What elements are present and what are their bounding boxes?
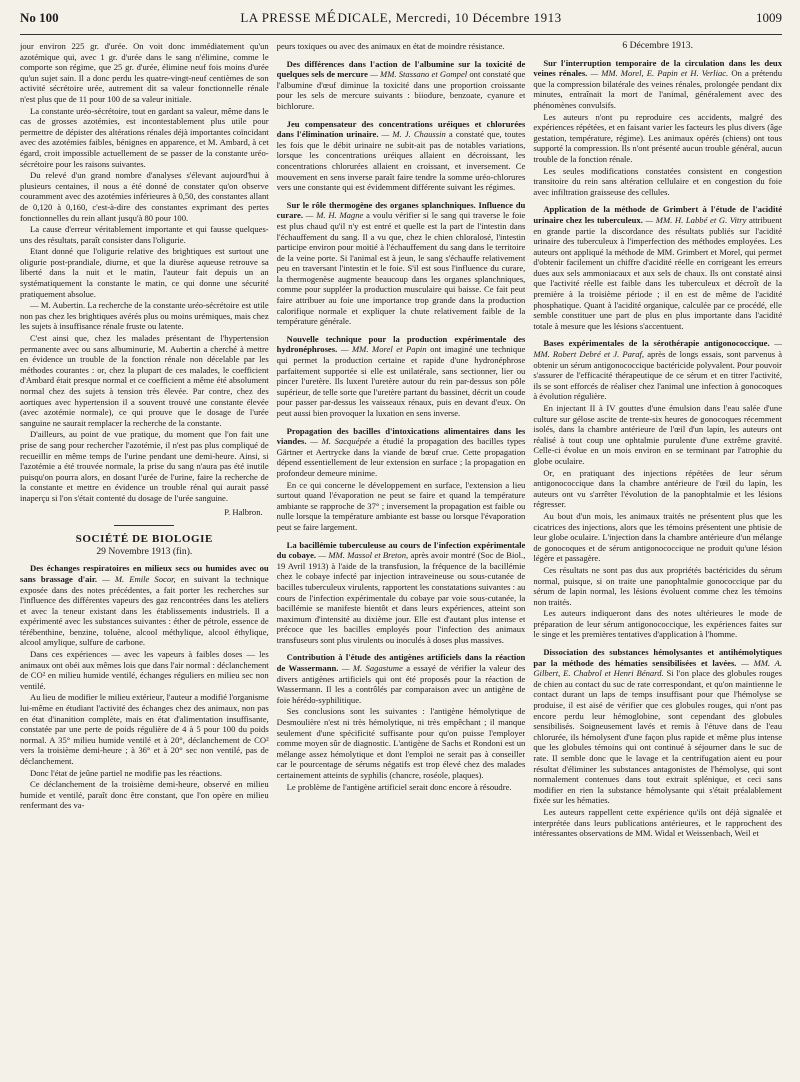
article-body: ont imaginé une technique qui permet la production certaine et rapide d'une hydronéphrose parfaitement supportée si elle est unilatérale, sans sectionner, lier ou pincer l'uretère. Ils luxent l'uretère autour du rein par-dessus son pôle supérieur, de telle sorte que l'uretère partant du bassinet, décrit un coude pour passer par-dessus les vaisseaux rénaux, puis en devant d'eux. On peut aussi bien provoquer la luxation en sens inverse.: [276, 344, 526, 418]
article: [277, 59, 526, 112]
article-heading: Des différences dans l'action de l'albumine sur la toxicité de quelques sels de mercure: [276, 58, 526, 80]
page-number: 1009: [756, 10, 782, 25]
article-heading: Sur le rôle thermogène des organes splanchniques. Influence du curare.: [276, 199, 526, 221]
paragraph: La constante uréo-sécrétoire, tout en gardant sa valeur, même dans le cas de grosses azotémies, est incontestablement plus utile pour permettre de dépister des altérations rénales déjà importantes coïncidant avec des azotémies faibles, bénignes en apparence, et M. Ambard, à cet égard, croit impossible actuellement de se passer de la constante uréo-sécrétoire pour les raisons suivantes.: [20, 105, 269, 169]
column-2: [277, 41, 526, 1081]
article-author: — MM. Robert Debré et J. Paraf,: [533, 338, 782, 360]
section-divider: [114, 525, 174, 526]
article-author: — M. Sagastume: [341, 663, 403, 674]
article-body: attribuent en grande partie la discordance des résultats publiés sur l'acidité urinaire des tuberculeux à l'imperfection des méthodes employées. Les auteurs ont appliqué la méthode de MM. Grimbert et Morel, qui permet d'obtenir facilement un chiffre d'acidité réelle en corrigeant les erreurs dues aux sels ammoniacaux et aux sels de chaux. Ils ont constaté ainsi que l'activité réelle est faible dans les tuberculeux et décroît de la première à la troisième période ; il en est de même de l'acidité phosphatique. Quant à l'acidité organique, calculée par ce procédé, elle semble constituer une part de plus en plus importante dans l'acidité totale à mesure que les lésions s'accentuent.: [533, 214, 782, 331]
paragraph: D'ailleurs, au point de vue pratique, du moment que l'on fait une prise de sang pour rechercher l'azotémie, il n'est pas plus compliqué de recueillir en même temps de l'urine pendant une demi-heure. Ainsi, si l'azotémie a été trouvée normale, la prise du sang n'aura pas été inutile puisqu'on pourra alors, en dosant l'urée de l'urine, faire la recherche de la constante et mettre en évidence un trouble rénal qui aurait passé inaperçu si l'on s'était contenté du dosage de l'urée sanguine.: [20, 429, 269, 503]
paragraph: Etant donné que l'oligurie relative des brightiques est surtout une oligurie post-prandiale, diurne, et que la diurèse aqueuse retrouve sa liberté dans la nuit et le matin, l'auteur fait depuis un an systématiquement la constante le matin, ce qui donne une sécurité pratiquement absolue.: [20, 246, 269, 299]
article-author: — M. Sacquépée: [310, 436, 372, 447]
article-heading: Propagation des bacilles d'intoxications alimentaires dans les viandes.: [276, 425, 526, 447]
article: [533, 204, 782, 331]
article-body: a constaté que, toutes les fois que le débit urinaire ne subit-ait pas de notables variations, lorsque les concentrations uréiques allaient en décroissant, les concentrations chlorurées allaient en croissant, et inversement. Ce mouvement en sens inverse paraît faire tendre la somme uréo-chlorures vers une constante qui est évidemment différente suivant les régimes.: [276, 129, 526, 193]
article-heading: La bacillémie tuberculeuse au cours de l'infection expérimentale du cobaye.: [276, 539, 526, 561]
article-author: — MM. Massol et Breton,: [318, 550, 409, 561]
article: [277, 200, 526, 327]
paragraph: C'est ainsi que, chez les malades présentant de l'hypertension permanente avec ou sans albuminurie, M. Aubertin a cherché à mettre en évidence un trouble de la fonction rénale non décelable par les méthodes courantes : or, chez la plupart de ces malades, le coefficient d'Ambard était presque normal et ce coefficient a même été absolument normal chez des sujets à tension très élevée. Par contre, chez des aortiques avec hypertension il a souvent trouvé une constante élevée (avec azotémie normale), ce qui prouve que le dosage de l'urée sanguine ne saurait remplacer la recherche de la constante.: [20, 333, 269, 428]
article-body: après avoir montré (Soc de Biol., 19 Avril 1913) à l'aide de la transfusion, la fréquence de la bacillémie chez le cobaye infecté par injection intraveineuse ou sous-cutanée de bacilles tuberculeux virulents, rapportent les constatations suivantes : au cours de l'infection expérimentale du cobaye par voie sous-cutanée, la bacillémie se manifeste bientôt et dans leurs expériences, atteint son maximum d'intensité au dixième jour. Elle est d'autant plus intense et précoce que les bacilles employés pour l'infection des animaux transfuseurs sont plus virulents ou inoculés à doses plus massives.: [276, 550, 526, 645]
article: [20, 563, 269, 648]
article-body: ont constaté que l'albumine d'œuf diminue la toxicité dans une proportion croissante pour les sels de mercure suivants : biiodure, benzoate, cyanure et bichlorure.: [276, 69, 526, 111]
paragraph: jour environ 225 gr. d'urée. On voit donc immédiatement qu'un azotémique qui, avec 1 gr. d'urée dans le sang n'élimine, comme le comporte son régime, que 25 gr. d'urée, élimine neuf fois moins d'urée qu'un sujet sain. Il a donc perdu les quatre-vingt-neuf centièmes de son activité sécrétoire urée, autrement dit sa valeur fonctionnelle rénale n'est plus que de 11 pour 100 de sa valeur initiale.: [20, 41, 269, 104]
paragraph: Les auteurs indiqueront dans des notes ultérieures le mode de préparation de leur sérum antigonococcique, les expériences faites sur le singe et les premières tentatives d'application à l'homme.: [533, 608, 782, 640]
paragraph: — M. Aubertin. La recherche de la constante uréo-sécrétoire est utile non pas chez les brightiques avérés plus ou moins urémiques, mais chez les sujets à insuffisance rénale fruste ou latente.: [20, 300, 269, 332]
paragraph: peurs toxiques ou avec des animaux en état de moindre résistance.: [276, 41, 505, 51]
paragraph: Donc l'état de jeûne partiel ne modifie pas les réactions.: [30, 767, 222, 778]
article-body: a essayé de vérifier la valeur des divers antigènes artificiels qui ont été proposés pour la réaction de Wassermann. Il les a contrôlés par comparaison avec un antigène de foie hérédo-syphilitique.: [276, 663, 526, 705]
paragraph: Ces résultats ne sont pas dus aux propriétés bactéricides du sérum normal, puisque, si on traite une panophtalmie gonococcique par du sérum de lapin normal, les lésions évoluent comme chez les témoins non traités.: [533, 564, 782, 607]
article: [277, 426, 526, 479]
article-body: en suivant la technique exposée dans des notes précédentes, a fait porter les recherches sur l'influence des différentes vapeurs des gaz rencontrées dans les ateliers et avec la teneur existant dans les établissements industriels. Il a expérimenté avec les substances suivantes : éther de pétrole, essence de térébenthine, benzine, toluène, alcool méthylique, alcool éthylique, alcool amylique, sulfure de carbone.: [20, 573, 269, 648]
article: [533, 338, 782, 402]
article-author: — M. H. Magne: [305, 210, 364, 221]
column-3: [533, 41, 782, 1081]
article-heading: Bases expérimentales de la sérothérapie antigonococcique.: [543, 338, 770, 349]
article: [533, 58, 782, 111]
article: [277, 652, 526, 705]
article-body: Si l'on place des globules rouges de chien au contact du suc de rate correspondant, et qu'on maintienne le contact durant un laps de temps insuffisant pour que l'hémolyse se produise, il est aisé de vérifier que ces globules rouges, qui n'ont pas encore perdu leur hémoglobine, sont cependant des globules sensibilisés. Soigneusement lavés et remis à l'étuve dans de l'eau chlorurée, ils hémolysent d'une façon plus rapide et même plus intense que les globules témoins qui ont continué à séjourner dans le suc de rate. Il semble donc que le lavage et la centrifugation aient eu pour résultat d'éliminer les substances antagonistes de l'hémolyse, qui sont normalement contenues dans tout extrait splénique, et ceci sans modifier en rien la substance hémolysante qui s'était préalablement fixée sur les hématies.: [533, 668, 782, 806]
paragraph: Or, en pratiquant des injections répétées de leur sérum antigonococcique dans la chambre antérieure de l'œil du lapin, les auteurs ont vu s'arrêter l'évolution de la panophtalmie et les lésions régresser.: [533, 467, 782, 510]
article-author: — MM. A. Gilbert, E. Chabrol et Henri Bénard.: [533, 657, 782, 679]
paragraph: Les auteurs rappellent cette expérience qu'ils ont déjà signalée et interprétée dans leurs publications antérieures, et le rapprochent des intéressantes observations de MM. Widal et Weissenbach, Weil et: [533, 806, 782, 839]
paragraph: Les auteurs n'ont pu reproduire ces accidents, malgré des expériences répétées, et en faisant varier les facteurs les plus divers (âge gestation, température, régime). Les animaux opérés (chiens) ont tous supporté la compression. Ils n'ont présenté aucun trouble général, aucun trouble de la fonction rénale.: [533, 111, 782, 164]
article-author: — MM. H. Labbé et G. Vitry: [645, 214, 747, 225]
article-author: — M. J. Chaussin: [381, 129, 446, 140]
paragraph: Ses conclusions sont les suivantes : l'antigène hémolytique de Desmoulière n'est ni très hémolytique, ni très empêchant ; il manque seulement d'une spécificité suffisante pour qu'on puisse l'employer comme moyen sûr de diagnostic. L'antigène de Sachs et Rondoni est un mélange assez hémolytique et dont l'emploi ne serait pas à conseiller car le pourcentage de sérums négatifs est trop élevé chez des malades certainement atteints de syphilis (chancre, roséole, plaques).: [276, 706, 526, 780]
article-heading: Sur l'interruption temporaire de la circulation dans les deux veines rénales.: [533, 57, 782, 79]
paragraph: En injectant II à IV gouttes d'une émulsion dans l'eau salée d'une culture sur gélose ascite de trente-six heures de gonocoques récemment isolés, dans la chambre antérieure de l'œil d'un lapin, les auteurs ont réalisé à tout coup une ophtalmie purulente d'une extrême gravité. Celle-ci évolue en un mois environ en se terminant par l'atrophie du globe oculaire.: [533, 403, 782, 466]
article-heading: Nouvelle technique pour la production expérimentale des hydronéphroses.: [276, 333, 526, 355]
article-heading: Application de la méthode de Grimbert à l'étude de l'acidité urinaire chez les tuberculeux.: [533, 204, 782, 225]
paragraph: Ce déclanchement de la troisième demi-heure, observé en milieu humide et ventilé, paraît donc être constant, que l'on opère en milieu renfermant des va-: [20, 779, 269, 811]
column-1: [20, 41, 269, 1081]
article: [277, 540, 526, 646]
paragraph: La cause d'erreur véritablement importante et qui fausse quelques-uns des résultats, paraît consister dans l'oligurie.: [20, 224, 269, 245]
article-author: — M. Emile Socor,: [102, 573, 176, 584]
session-date: 6 Décembre 1913.: [622, 41, 693, 51]
society-title: SOCIÉTÉ DE BIOLOGIE: [75, 533, 213, 546]
article-body: a voulu vérifier si le sang qui traverse le foie est plus chaud qu'il n'y est entré et quelle est la part de l'intestin dans l'échauffement du sang. Il a vu que, chez le chien chloralosé, l'intestin participe environ pour moitié à l'échauffement du sang dans le territoire de la veine porte. Si l'animal est à jeun, le sang s'échauffe relativement peu en traversant l'intestin et le foie. S'il est sous l'influence du curare, la thermogenèse augmente beaucoup dans les organes splanchniques, comme pour suppléer la production musculaire qui baisse. Ce fait peut faire attribuer au foie une importance trop grande dans la production calorifique normale et expliquer la chute relativement faible de la température générale.: [276, 210, 526, 327]
article-heading: Dissociation des substances hémolysantes et antihémolytiques par la méthode des hématies sensibilisées et lavées.: [533, 647, 782, 668]
article-author: — MM. Morel, E. Papin et H. Verliac.: [590, 68, 729, 79]
article-heading: Des échanges respiratoires en milieux secs ou humides avec ou sans brassage d'air.: [20, 563, 269, 584]
article: [533, 647, 782, 806]
paragraph: Au lieu de modifier le milieu extérieur, l'auteur a modifié l'organisme lui-même en étudiant l'activité des échanges chez des animaux, non pas en état d'inanition complète, mais en état d'alimentation insuffisante, constatée par une perte de poids régulière de 4 à 5 pour 100 du poids normal. A 35° milieu humide ventilé et à 20°, déclanchement de CO² vers la troisième demi-heure ; à 36° et à 20° sec non ventilé, pas de déclanchement.: [20, 692, 269, 766]
society-date: 29 Novembre 1913 (fin).: [96, 545, 193, 557]
article-body: a étudié la propagation des bacilles types Gärtner et Aertrycke dans la viande de bœuf crue. Cette propagation dépend essentiellement de leur extension en surface ; la propagation en profondeur demeure minime.: [276, 436, 526, 478]
article-heading: Jeu compensateur des concentrations uréiques et chlorurées dans l'élimination urinaire.: [276, 118, 526, 140]
article-body: après de longs essais, sont parvenus à obtenir un sérum antigonococcique bactéricide polyvalent. Pour pouvoir s'assurer de l'efficacité thérapeutique de ce sérum et en titrer l'activité, ils se sont efforcés de réaliser chez l'animal une infection à gonocoques à évolution régulière.: [533, 349, 782, 402]
paragraph: Les seules modifications constatées consistent en congestion transitoire du rein sans altération cellulaire et en congestion du foie avec infiltration graisseuse des cellules.: [533, 165, 782, 197]
article: [277, 334, 526, 419]
author-signature: P. Halbron.: [224, 506, 263, 517]
article: [277, 119, 526, 193]
paragraph: En ce qui concerne le développement en surface, l'extension a lieu surtout quand l'évaporation ne peut se faire et quand la température ambiante se rapproche de 37° ; inversement la propagation est faible ou nulle lorsque la température ambiante est basse ou lorsque l'évaporation peut se faire largement.: [276, 479, 526, 532]
article-author: — MM. Morel et Papin: [340, 344, 427, 355]
paragraph: Le problème de l'antigène artificiel serait donc encore à résoudre.: [286, 781, 512, 792]
paragraph: Au bout d'un mois, les animaux traités ne présentent plus que les cicatrices des injections, alors que les témoins présentent une phtisie de leur globe oculaire. L'injection dans la chambre antérieure d'un mélange de gonocoques et de sérum antigonococcique ne produit qu'une lésion légère et passagère.: [533, 510, 782, 564]
issue-number: No 100: [20, 10, 59, 25]
page-header: [20, 10, 782, 35]
article-heading: Contribution à l'étude des antigènes artificiels dans la réaction de Wassermann.: [276, 652, 526, 674]
paragraph: Du relevé d'un grand nombre d'analyses s'élevant aujourd'hui à plusieurs centaines, il nous a été donné de constater qu'on observe couramment avec des azotémies inférieures à 0,50, des constantes allant de 0,120 à 0,160, c'est-à-dire des constantes exprimant des pertes fonctionnelles du rein allant jusqu'à 80 pour 100.: [20, 170, 269, 223]
paragraph: Dans ces expériences — avec les vapeurs à faibles doses — les animaux ont obéi aux mêmes lois que dans l'air normal : déclanchement de CO² en milieu humide ventilé, échanges réguliers en milieu sec non ventilé.: [20, 649, 269, 691]
article-author: — MM. Stassano et Gompel: [370, 69, 468, 80]
journal-title: LA PRESSE MÉDICALE, Mercredi, 10 Décembre 1913: [240, 10, 562, 26]
article-body: On a prétendu que la compression bilatérale des veines rénales, prolongée pendant dix minutes, entraînait la mort de l'animal, généralement avec des phénomènes convulsifs.: [533, 68, 782, 110]
